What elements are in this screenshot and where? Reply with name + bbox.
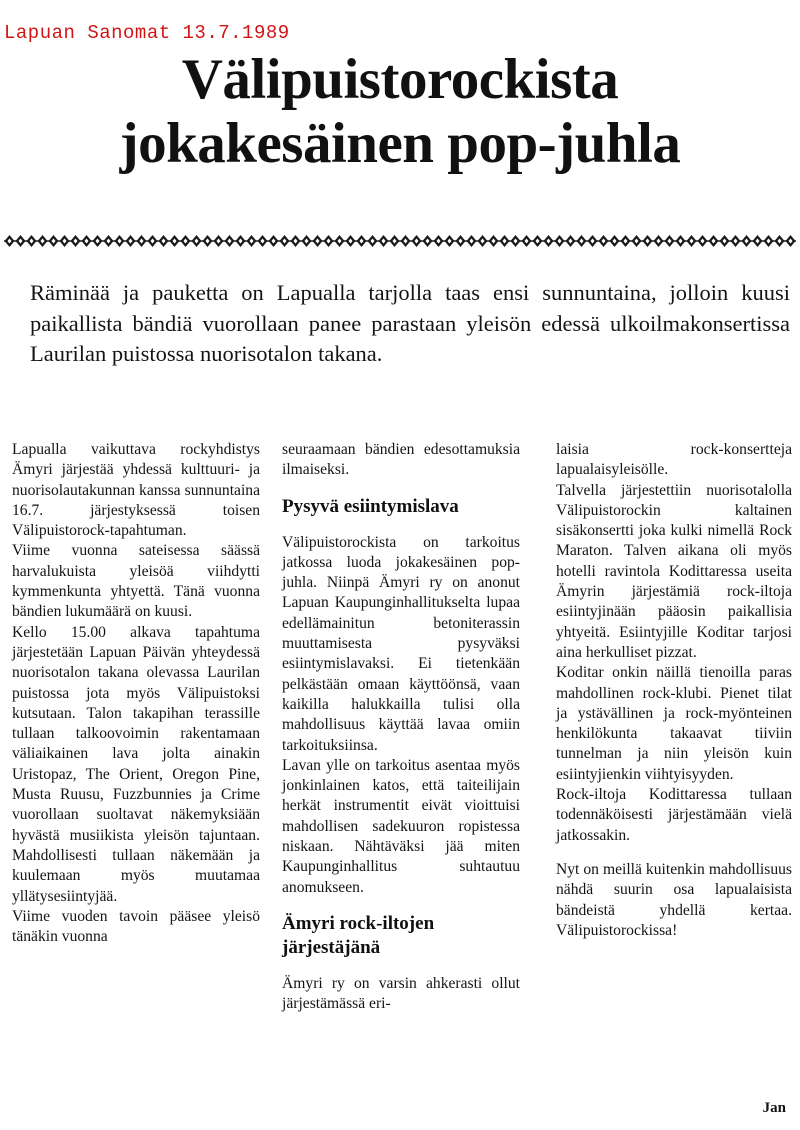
subheading-pysyva-esiintymislava: Pysyvä esiintymislava: [282, 495, 459, 517]
ornamental-divider: [4, 234, 796, 248]
lead-paragraph: Räminää ja pauketta on Lapualla tarjolla taas ensi sunnuntaina, jolloin kuusi paikallista bändiä vuorollaan panee parastaan yleisön edessä ulkoilmakonsertissa Laurilan puistossa nuorisotalon takana.: [30, 280, 790, 366]
col3-paragraph-4: Rock-iltoja Kodittaressa tullaan todennäköisesti järjestämään vielä jatkossakin.: [556, 786, 792, 844]
col1-paragraph-4: Viime vuoden tavoin pääsee yleisö tänäkin vuonna: [12, 907, 260, 946]
column-2: [282, 440, 520, 1015]
col1-paragraph-3: Kello 15.00 alkava tapahtuma järjestetään Lapuan Päivän yhteydessä nuorisotalon takana olevassa Laurilan puistossa jota myös Välipuistoksi kutsutaan. Talon takapihan terassille tullaan talkoovoimin rakentamaan väliaikainen lava jolta ainakin Uristopaz, The Orient, Oregon Pine, Musta Ruusu, Fuzzbunnies ja Crime vuorollaan suoltavat näkemyksiään hyvästä musiikista yleisön tajuntaan. Mahdollisesti tullaan näkemään ja kuulemaan myös muutamaa yllätysesiintyjää.: [12, 623, 260, 905]
author-signature: Jan: [762, 1100, 786, 1116]
col1-paragraph-2: Viime vuonna sateisessa säässä harvalukuista yleisöä viihdytti kymmenkunta yhtyettä. Tänä vuonna bändien lukumäärä on kuusi.: [12, 542, 260, 621]
headline-line-2: jokakesäinen pop-juhla: [119, 112, 681, 175]
col3-paragraph-5: Nyt on meillä kuitenkin mahdollisuus nähdä suurin osa lapualaisista bändeistä yhdellä kertaa. Välipuistorockissa!: [556, 860, 792, 939]
headline-line-1: Välipuistorockista: [181, 48, 619, 111]
col3-paragraph-2: Talvella järjestettiin nuorisotalolla Välipuistorockin kaltainen sisäkonsertti joka kulki nimellä Rock Maraton. Talven aikana oli myös hotelli ravintola Kodittaressa useita Ämyrin järjestämiä rock-iltoja esiintyjinään pääosin paikallisia yhtyeitä. Esiintyjille Koditar tarjosi aina herkulliset pizzat.: [556, 481, 792, 661]
col2-paragraph-2: Välipuistorockista on tarkoitus jatkossa luoda jokakesäinen pop-juhla. Niinpä Ämyri ry on anonut Lapuan Kaupunginhallitukselta lupaa edellämainitun betoniterassin muuttamisesta pysyväksi esiintymislavaksi. Ei tietenkään pelkästään omaan käyttöönsä, vaan kaikilla halukkailla tulisi olla mahdollisuus käyttää lavaa omiin tarkoituksiinsa.: [282, 533, 520, 754]
headline: [0, 48, 800, 176]
col2-paragraph-3: Lavan ylle on tarkoitus asentaa myös jonkinlainen katos, että taiteilijain herkät instrumentit eivät vioittuisi mahdollisen sadekuuron ropistessa niskaan. Nähtäväksi jää miten Kaupunginhallitus suhtautuu anomukseen.: [282, 756, 520, 896]
column-1: [12, 440, 260, 947]
subheading-amyri-rock-iltojen: Ämyri rock-iltojen järjestäjänä: [282, 912, 435, 958]
col3-paragraph-1: laisia rock-konsertteja lapualaisyleisölle.: [556, 441, 792, 479]
col2-paragraph-4: Ämyri ry on varsin ahkerasti ollut järjestämässä eri-: [282, 974, 520, 1013]
column-3: [556, 440, 792, 941]
col1-paragraph-1: Lapualla vaikuttava rockyhdistys Ämyri järjestää yhdessä kulttuuri- ja nuorisolautakunnan kanssa sunnuntaina 16.7. järjestyksessä toisen Välipuistorock-tapahtuman.: [12, 441, 260, 540]
col2-paragraph-1: seuraamaan bändien edesottamuksia ilmaiseksi.: [282, 441, 520, 479]
source-stamp: Lapuan Sanomat 13.7.1989: [4, 22, 290, 44]
col3-paragraph-3: Koditar onkin näillä tienoilla paras mahdollinen rock-klubi. Pienet tilat ja ystävällinen ja rock-myönteinen henkilökunta takaavat tiiviin tunnelman ja niin yleisön kuin esiintyjienkin viihtyisyyden.: [556, 664, 792, 783]
